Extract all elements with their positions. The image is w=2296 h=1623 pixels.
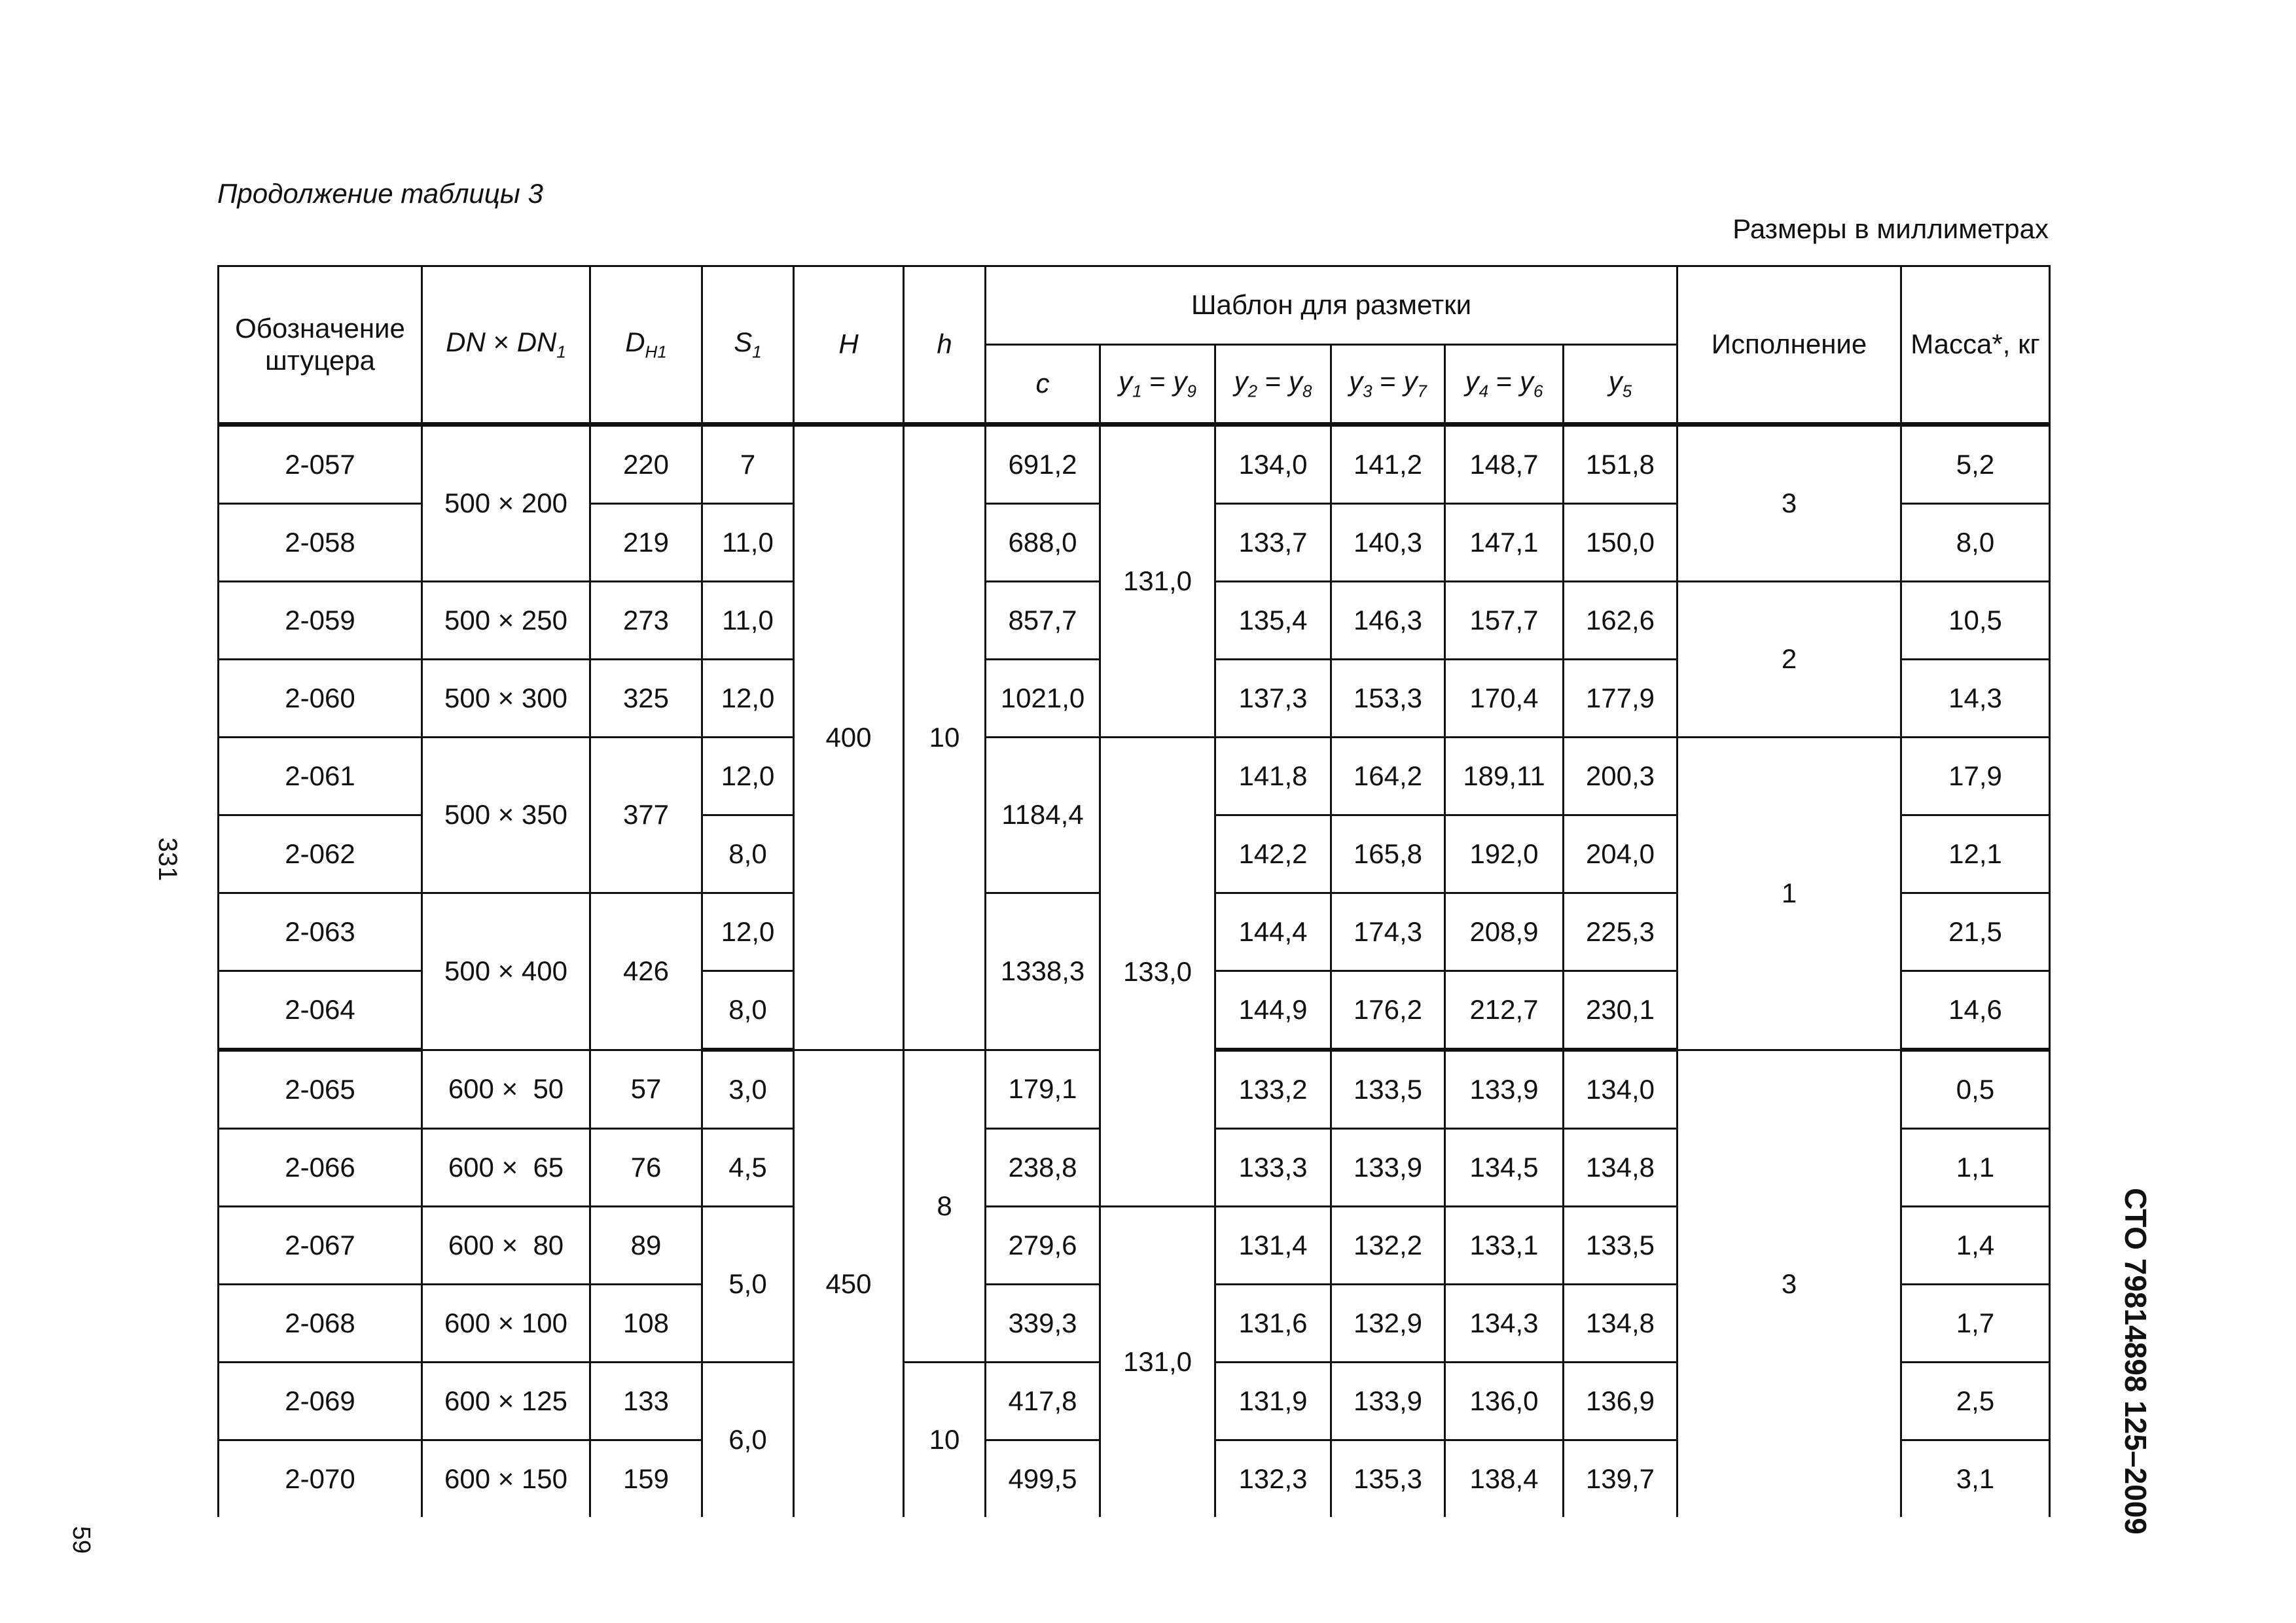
header-dn1-main: DN: [516, 327, 557, 358]
cell-y4-y6: 170,4: [1445, 660, 1564, 738]
cell-y4-y6: 189,11: [1445, 738, 1564, 815]
cell-H: 450: [794, 1050, 904, 1517]
cell-y3-y7: 140,3: [1331, 504, 1445, 582]
cell-c: 1338,3: [986, 893, 1100, 1050]
header-y5-sub: 5: [1622, 381, 1632, 401]
cell-dh1: 426: [590, 893, 702, 1050]
cell-dh1: 89: [590, 1207, 702, 1285]
cell-dh1: 108: [590, 1285, 702, 1363]
cell-y5: 133,5: [1564, 1207, 1677, 1285]
cell-y3-y7: 133,9: [1331, 1363, 1445, 1440]
header-y5: [1564, 345, 1677, 425]
cell-s1: 7: [702, 425, 794, 504]
cell-y3-y7: 132,2: [1331, 1207, 1445, 1285]
cell-s1: 11,0: [702, 504, 794, 582]
header-dh-main: D: [625, 327, 645, 358]
cell-y2-y8: 131,4: [1215, 1207, 1331, 1285]
cell-designation: 2-059: [219, 582, 422, 660]
cell-c: 688,0: [986, 504, 1100, 582]
cell-s1: 8,0: [702, 971, 794, 1050]
cell-mass: 14,6: [1901, 971, 2050, 1050]
cell-y5: 162,6: [1564, 582, 1677, 660]
cell-y3-y7: 174,3: [1331, 893, 1445, 971]
cell-y2-y8: 135,4: [1215, 582, 1331, 660]
header-y2: y: [1234, 366, 1248, 397]
cell-dh1: 219: [590, 504, 702, 582]
cell-y2-y8: 141,8: [1215, 738, 1331, 815]
cell-dn: 600 × 50: [422, 1050, 590, 1129]
cell-c: 1021,0: [986, 660, 1100, 738]
header-s1: [702, 266, 794, 425]
cell-c: 691,2: [986, 425, 1100, 504]
cell-y1-y9: 133,0: [1100, 738, 1215, 1207]
cell-execution: 2: [1677, 582, 1901, 738]
header-y3: y: [1349, 366, 1363, 397]
header-mass: Масса*, кг: [1901, 266, 2050, 425]
header-y1-y9: [1100, 345, 1215, 425]
cell-c: 179,1: [986, 1050, 1100, 1129]
table-caption: Продолжение таблицы 3: [217, 178, 543, 209]
cell-designation: 2-057: [219, 425, 422, 504]
cell-c: 499,5: [986, 1440, 1100, 1518]
cell-dh1: 57: [590, 1050, 702, 1129]
header-dn1-sub: 1: [556, 342, 566, 362]
cell-y4-y6: 212,7: [1445, 971, 1564, 1050]
cell-dh1: 273: [590, 582, 702, 660]
cell-y5: 136,9: [1564, 1363, 1677, 1440]
header-s-sub: 1: [752, 342, 762, 362]
cell-y5: 151,8: [1564, 425, 1677, 504]
cell-y3-y7: 135,3: [1331, 1440, 1445, 1518]
header-y4: y: [1465, 366, 1479, 397]
header-designation: Обозначение штуцера: [219, 266, 422, 425]
cell-dn: 500 × 400: [422, 893, 590, 1050]
header-y2-eq: =: [1257, 366, 1289, 397]
table-row: [219, 738, 2050, 815]
cell-y3-y7: 164,2: [1331, 738, 1445, 815]
cell-y2-y8: 144,4: [1215, 893, 1331, 971]
header-y7: y: [1403, 366, 1418, 397]
header-y6-sub: 6: [1533, 381, 1543, 401]
cell-h: 10: [904, 425, 986, 1050]
cell-mass: 1,4: [1901, 1207, 2050, 1285]
cell-designation: 2-058: [219, 504, 422, 582]
cell-c: 1184,4: [986, 738, 1100, 893]
cell-y5: 225,3: [1564, 893, 1677, 971]
header-y3-eq: =: [1372, 366, 1404, 397]
header-y5-main: y: [1608, 366, 1623, 397]
document-code: СТО 79814898 125–2009: [2119, 1188, 2153, 1535]
cell-h: 10: [904, 1363, 986, 1518]
header-y3-y7: [1331, 345, 1445, 425]
cell-y4-y6: 208,9: [1445, 893, 1564, 971]
cell-y4-y6: 136,0: [1445, 1363, 1564, 1440]
cell-mass: 3,1: [1901, 1440, 2050, 1518]
cell-y4-y6: 192,0: [1445, 815, 1564, 893]
cell-dn: 500 × 300: [422, 660, 590, 738]
cell-y4-y6: 134,3: [1445, 1285, 1564, 1363]
cell-y3-y7: 165,8: [1331, 815, 1445, 893]
header-y4-sub: 4: [1479, 381, 1489, 401]
cell-dn: 500 × 200: [422, 425, 590, 582]
cell-designation: 2-063: [219, 893, 422, 971]
cell-y4-y6: 138,4: [1445, 1440, 1564, 1518]
cell-s1: 12,0: [702, 738, 794, 815]
cell-designation: 2-064: [219, 971, 422, 1050]
cell-y5: 177,9: [1564, 660, 1677, 738]
cell-dh1: 133: [590, 1363, 702, 1440]
cell-dn: 500 × 250: [422, 582, 590, 660]
cell-s1: 3,0: [702, 1050, 794, 1129]
cell-h: 8: [904, 1050, 986, 1363]
table-row: [219, 425, 2050, 504]
cell-y3-y7: 176,2: [1331, 971, 1445, 1050]
cell-y4-y6: 148,7: [1445, 425, 1564, 504]
page-number-rotated: 331: [153, 837, 182, 882]
cell-y5: 139,7: [1564, 1440, 1677, 1518]
header-y1-sub: 1: [1132, 381, 1142, 401]
header-execution: Исполнение: [1677, 266, 1901, 425]
cell-y5: 204,0: [1564, 815, 1677, 893]
cell-dn: 600 × 65: [422, 1129, 590, 1207]
cell-execution: 3: [1677, 1050, 1901, 1517]
header-y4-y6: [1445, 345, 1564, 425]
header-y3-sub: 3: [1363, 381, 1372, 401]
header-y2-sub: 2: [1247, 381, 1258, 401]
cell-y5: 150,0: [1564, 504, 1677, 582]
cell-s1: 11,0: [702, 582, 794, 660]
cell-execution: 1: [1677, 738, 1901, 1050]
cell-designation: 2-068: [219, 1285, 422, 1363]
cell-y1-y9: 131,0: [1100, 425, 1215, 738]
cell-mass: 1,7: [1901, 1285, 2050, 1363]
cell-y5: 134,0: [1564, 1050, 1677, 1129]
cell-s1: 12,0: [702, 660, 794, 738]
cell-c: 339,3: [986, 1285, 1100, 1363]
header-H: H: [794, 266, 904, 425]
header-h: h: [904, 266, 986, 425]
cell-mass: 10,5: [1901, 582, 2050, 660]
cell-y2-y8: 131,9: [1215, 1363, 1331, 1440]
header-y8-sub: 8: [1302, 381, 1312, 401]
cell-mass: 14,3: [1901, 660, 2050, 738]
header-y9: y: [1173, 366, 1187, 397]
cell-designation: 2-061: [219, 738, 422, 815]
cell-y5: 230,1: [1564, 971, 1677, 1050]
cell-designation: 2-060: [219, 660, 422, 738]
cell-dn: 600 × 150: [422, 1440, 590, 1518]
cell-y3-y7: 133,5: [1331, 1050, 1445, 1129]
cell-mass: 8,0: [1901, 504, 2050, 582]
cell-dh1: 159: [590, 1440, 702, 1518]
cell-mass: 17,9: [1901, 738, 2050, 815]
cell-y4-y6: 147,1: [1445, 504, 1564, 582]
cell-H: 400: [794, 425, 904, 1050]
header-y7-sub: 7: [1417, 381, 1427, 401]
cell-y3-y7: 141,2: [1331, 425, 1445, 504]
cell-s1: 8,0: [702, 815, 794, 893]
page-number-bottom: 59: [67, 1525, 95, 1554]
cell-y2-y8: 137,3: [1215, 660, 1331, 738]
cell-y2-y8: 133,2: [1215, 1050, 1331, 1129]
cell-y5: 134,8: [1564, 1285, 1677, 1363]
cell-c: 238,8: [986, 1129, 1100, 1207]
header-dn-main: DN: [446, 327, 486, 358]
cell-designation: 2-065: [219, 1050, 422, 1129]
cell-c: 857,7: [986, 582, 1100, 660]
cell-dn: 500 × 350: [422, 738, 590, 893]
cell-dn: 600 × 80: [422, 1207, 590, 1285]
cell-y2-y8: 142,2: [1215, 815, 1331, 893]
header-dn-times: ×: [493, 327, 510, 358]
cell-mass: 2,5: [1901, 1363, 2050, 1440]
header-y4-eq: =: [1488, 366, 1520, 397]
cell-y2-y8: 131,6: [1215, 1285, 1331, 1363]
cell-mass: 12,1: [1901, 815, 2050, 893]
cell-dn: 600 × 100: [422, 1285, 590, 1363]
header-dh1: [590, 266, 702, 425]
cell-y2-y8: 134,0: [1215, 425, 1331, 504]
cell-designation: 2-069: [219, 1363, 422, 1440]
cell-y1-y9: 131,0: [1100, 1207, 1215, 1518]
cell-y5: 134,8: [1564, 1129, 1677, 1207]
cell-y3-y7: 146,3: [1331, 582, 1445, 660]
cell-dh1: 220: [590, 425, 702, 504]
cell-mass: 21,5: [1901, 893, 2050, 971]
cell-mass: 1,1: [1901, 1129, 2050, 1207]
header-y9-sub: 9: [1187, 381, 1196, 401]
cell-dh1: 377: [590, 738, 702, 893]
header-y1: y: [1119, 366, 1133, 397]
cell-y4-y6: 134,5: [1445, 1129, 1564, 1207]
cell-dh1: 76: [590, 1129, 702, 1207]
cell-designation: 2-062: [219, 815, 422, 893]
cell-designation: 2-070: [219, 1440, 422, 1518]
cell-y3-y7: 132,9: [1331, 1285, 1445, 1363]
cell-execution: 3: [1677, 425, 1901, 582]
cell-y2-y8: 144,9: [1215, 971, 1331, 1050]
header-c: c: [986, 345, 1100, 425]
cell-s1: 6,0: [702, 1363, 794, 1518]
header-template-group: Шаблон для разметки: [986, 266, 1677, 345]
cell-dh1: 325: [590, 660, 702, 738]
header-y6: y: [1519, 366, 1534, 397]
cell-y2-y8: 133,7: [1215, 504, 1331, 582]
cell-mass: 0,5: [1901, 1050, 2050, 1129]
cell-s1: 4,5: [702, 1129, 794, 1207]
cell-y4-y6: 157,7: [1445, 582, 1564, 660]
cell-y4-y6: 133,1: [1445, 1207, 1564, 1285]
cell-y3-y7: 133,9: [1331, 1129, 1445, 1207]
cell-s1: 5,0: [702, 1207, 794, 1363]
cell-dn: 600 × 125: [422, 1363, 590, 1440]
header-dh-sub2: 1: [657, 342, 667, 362]
header-y8: y: [1288, 366, 1302, 397]
fittings-table: [217, 265, 2051, 1517]
cell-mass: 5,2: [1901, 425, 2050, 504]
header-y1-eq: =: [1141, 366, 1174, 397]
cell-designation: 2-066: [219, 1129, 422, 1207]
units-note: Размеры в миллиметрах: [1732, 213, 2049, 244]
cell-y2-y8: 133,3: [1215, 1129, 1331, 1207]
header-y2-y8: [1215, 345, 1331, 425]
header-s-main: S: [734, 327, 753, 358]
cell-s1: 12,0: [702, 893, 794, 971]
cell-c: 279,6: [986, 1207, 1100, 1285]
header-dn: [422, 266, 590, 425]
cell-y4-y6: 133,9: [1445, 1050, 1564, 1129]
header-dh-sub1: H: [645, 342, 658, 362]
cell-y2-y8: 132,3: [1215, 1440, 1331, 1518]
cell-designation: 2-067: [219, 1207, 422, 1285]
cell-y5: 200,3: [1564, 738, 1677, 815]
cell-c: 417,8: [986, 1363, 1100, 1440]
cell-y3-y7: 153,3: [1331, 660, 1445, 738]
